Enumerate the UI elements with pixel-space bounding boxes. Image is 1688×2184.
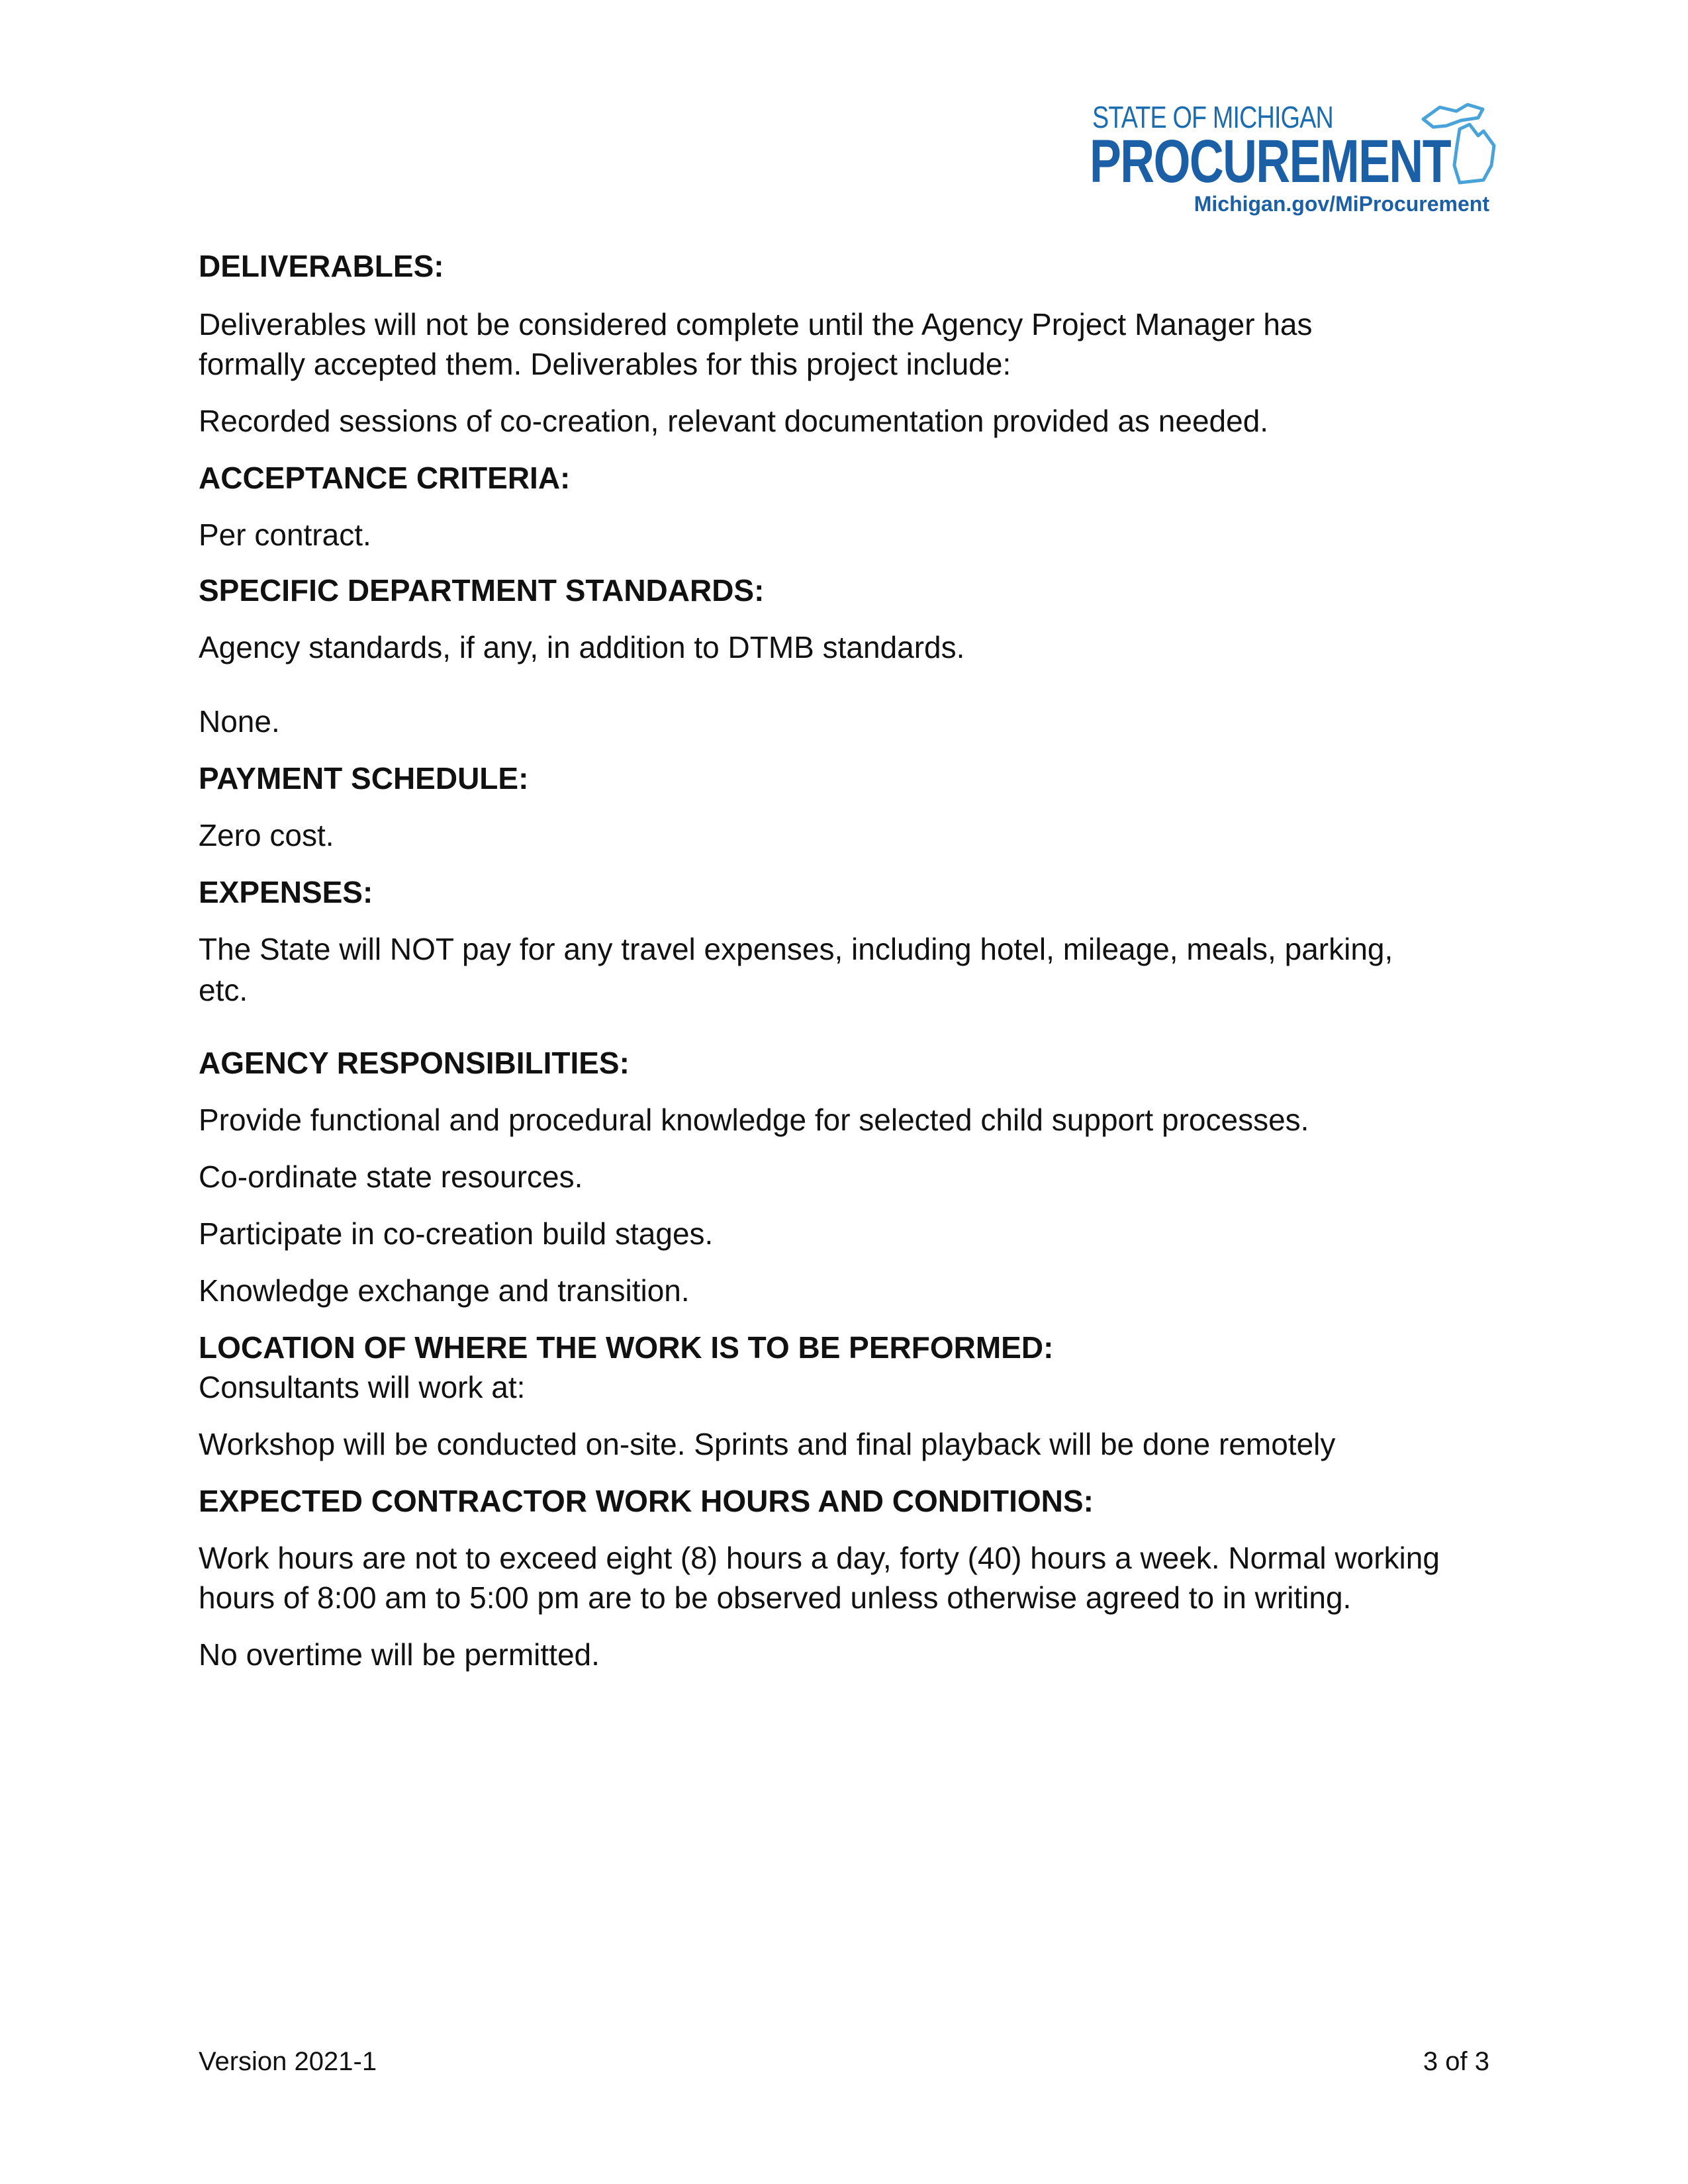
- location-text: Consultants will work at:: [199, 1370, 526, 1404]
- heading-department-standards: SPECIFIC DEPARTMENT STANDARDS:: [199, 573, 765, 608]
- overtime-text: No overtime will be permitted.: [199, 1637, 600, 1672]
- standards-none-text: None.: [199, 704, 280, 739]
- heading-work-hours: EXPECTED CONTRACTOR WORK HOURS AND CONDITIONS:: [199, 1484, 1094, 1518]
- expenses-text-line2: etc.: [199, 973, 248, 1007]
- hours-text-line2: hours of 8:00 am to 5:00 pm are to be observed unless otherwise agreed to in writing.: [199, 1580, 1352, 1615]
- deliverables-text-line1: Deliverables will not be considered complete until the Agency Project Manager has: [199, 307, 1313, 341]
- deliverables-items-text: Recorded sessions of co-creation, relevant documentation provided as needed.: [199, 404, 1269, 438]
- michigan-procurement-logo: [1086, 99, 1496, 218]
- heading-payment-schedule: PAYMENT SCHEDULE:: [199, 761, 529, 796]
- location-detail-text: Workshop will be conducted on-site. Sprints and final playback will be done remotely: [199, 1427, 1336, 1461]
- logo-main-text: PROCUREMENT: [1090, 128, 1450, 195]
- standards-text: Agency standards, if any, in addition to DTMB standards.: [199, 630, 965, 664]
- logo-url: Michigan.gov/MiProcurement: [1194, 192, 1489, 216]
- agency-responsibility-item: Co-ordinate state resources.: [199, 1160, 583, 1194]
- acceptance-text: Per contract.: [199, 518, 371, 552]
- heading-deliverables: DELIVERABLES:: [199, 249, 444, 283]
- deliverables-text-line2: formally accepted them. Deliverables for this project include:: [199, 347, 1011, 381]
- heading-acceptance-criteria: ACCEPTANCE CRITERIA:: [199, 461, 571, 495]
- footer-version: Version 2021-1: [199, 2047, 377, 2076]
- michigan-map-icon: [1420, 99, 1499, 189]
- logo-top-text: STATE OF MICHIGAN: [1092, 100, 1333, 134]
- footer-page-number: 3 of 3: [1423, 2047, 1489, 2076]
- agency-responsibility-item: Provide functional and procedural knowledge for selected child support processes.: [199, 1103, 1309, 1137]
- agency-responsibility-item: Participate in co-creation build stages.: [199, 1216, 714, 1251]
- heading-agency-responsibilities: AGENCY RESPONSIBILITIES:: [199, 1046, 630, 1080]
- expenses-text-line1: The State will NOT pay for any travel expenses, including hotel, mileage, meals, parking,: [199, 932, 1393, 966]
- payment-text: Zero cost.: [199, 818, 334, 852]
- hours-text-line1: Work hours are not to exceed eight (8) hours a day, forty (40) hours a week. Normal working: [199, 1541, 1440, 1575]
- heading-expenses: EXPENSES:: [199, 875, 373, 909]
- agency-responsibility-item: Knowledge exchange and transition.: [199, 1273, 690, 1308]
- heading-work-location: LOCATION OF WHERE THE WORK IS TO BE PERFORMED:: [199, 1330, 1054, 1365]
